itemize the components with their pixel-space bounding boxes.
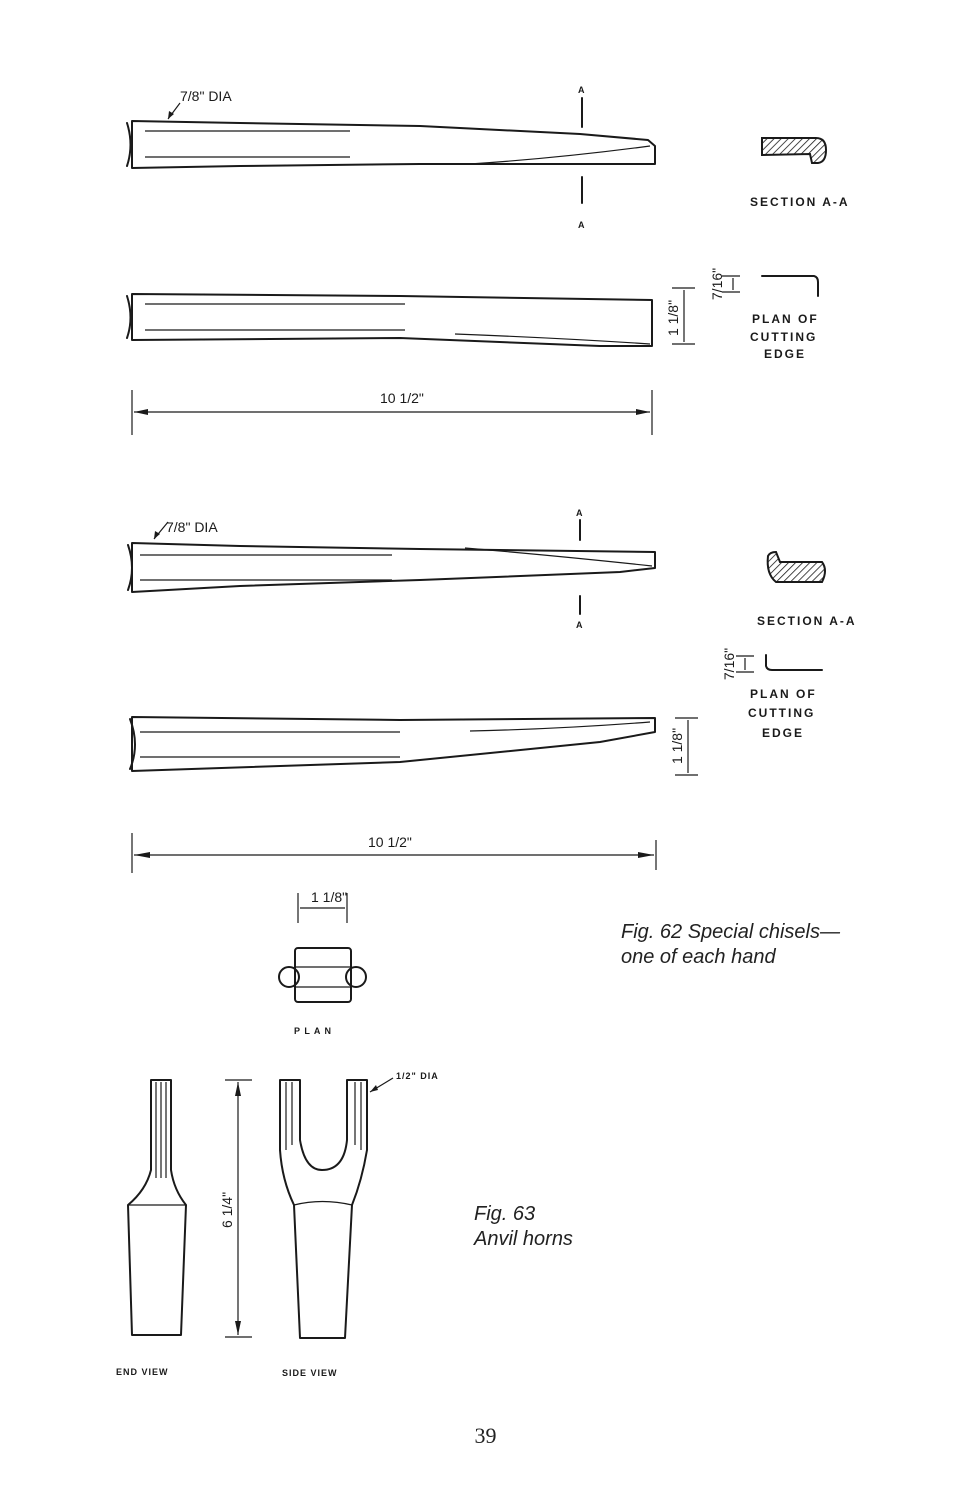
anvil-horn-height-dimension [219,1080,252,1337]
chisel-2-side-view [128,508,655,630]
plan-label-1c: EDGE [764,347,807,361]
fig63-caption-line2: Anvil horns [474,1228,573,1250]
side-view-label: SIDE VIEW [282,1368,338,1378]
section-mark-bottom: A [578,220,586,230]
chisel-1-dia-label: 7/8" DIA [180,88,232,104]
section-mark-bottom-2: A [576,620,584,630]
plan-of-cutting-edge-2 [721,648,822,740]
plan-label-1a: PLAN OF [752,312,819,326]
length-dim-1: 10 1/2" [380,390,424,406]
length-dim-2: 10 1/2" [368,834,412,850]
fig63-caption [474,1202,573,1252]
fig62-caption [621,920,840,970]
section-a-a-1 [750,138,850,209]
fig62-caption-line1: Fig. 62 Special chisels— [621,921,840,943]
section-mark-top: A [578,85,586,95]
chisel-2-width-dim: 1 1/8" [669,727,685,765]
plan-label-2a: PLAN OF [750,687,817,701]
plan-label-2b: CUTTING [748,706,816,720]
plan-of-cutting-edge-1 [709,268,819,361]
fig62-caption-line2: one of each hand [621,946,776,968]
chisel-2-plan-view [130,717,698,775]
edge-dim-1: 7/16" [709,267,725,301]
section-label-2: SECTION A-A [757,614,857,628]
section-mark-top-2: A [576,508,584,518]
length-dimension-2 [132,833,656,873]
plan-label-1b: CUTTING [750,330,818,344]
section-label-1: SECTION A-A [750,195,850,209]
chisel-2-dia-label: 7/8" DIA [166,519,218,535]
side-dia-label: 1/2" DIA [396,1071,439,1081]
anvil-horn-end-view [116,1080,186,1377]
chisel-1-width-dim: 1 1/8" [665,299,681,337]
plan-dim: 1 1/8" [311,889,348,905]
height-dim: 6 1/4" [219,1191,235,1229]
fig63-caption-line1: Fig. 63 [474,1203,536,1225]
chisel-1-plan-view [127,288,695,346]
section-a-a-2 [757,552,857,628]
plan-label-2c: EDGE [762,726,805,740]
chisel-1-side-view [127,85,655,230]
length-dimension-1 [132,390,652,435]
edge-dim-2: 7/16" [721,647,737,681]
end-view-label: END VIEW [116,1367,169,1377]
anvil-horn-side-view [280,1071,439,1378]
page-number: 39 [474,1423,497,1448]
anvil-horn-plan [279,889,366,1036]
plan-label: P L A N [294,1026,333,1036]
